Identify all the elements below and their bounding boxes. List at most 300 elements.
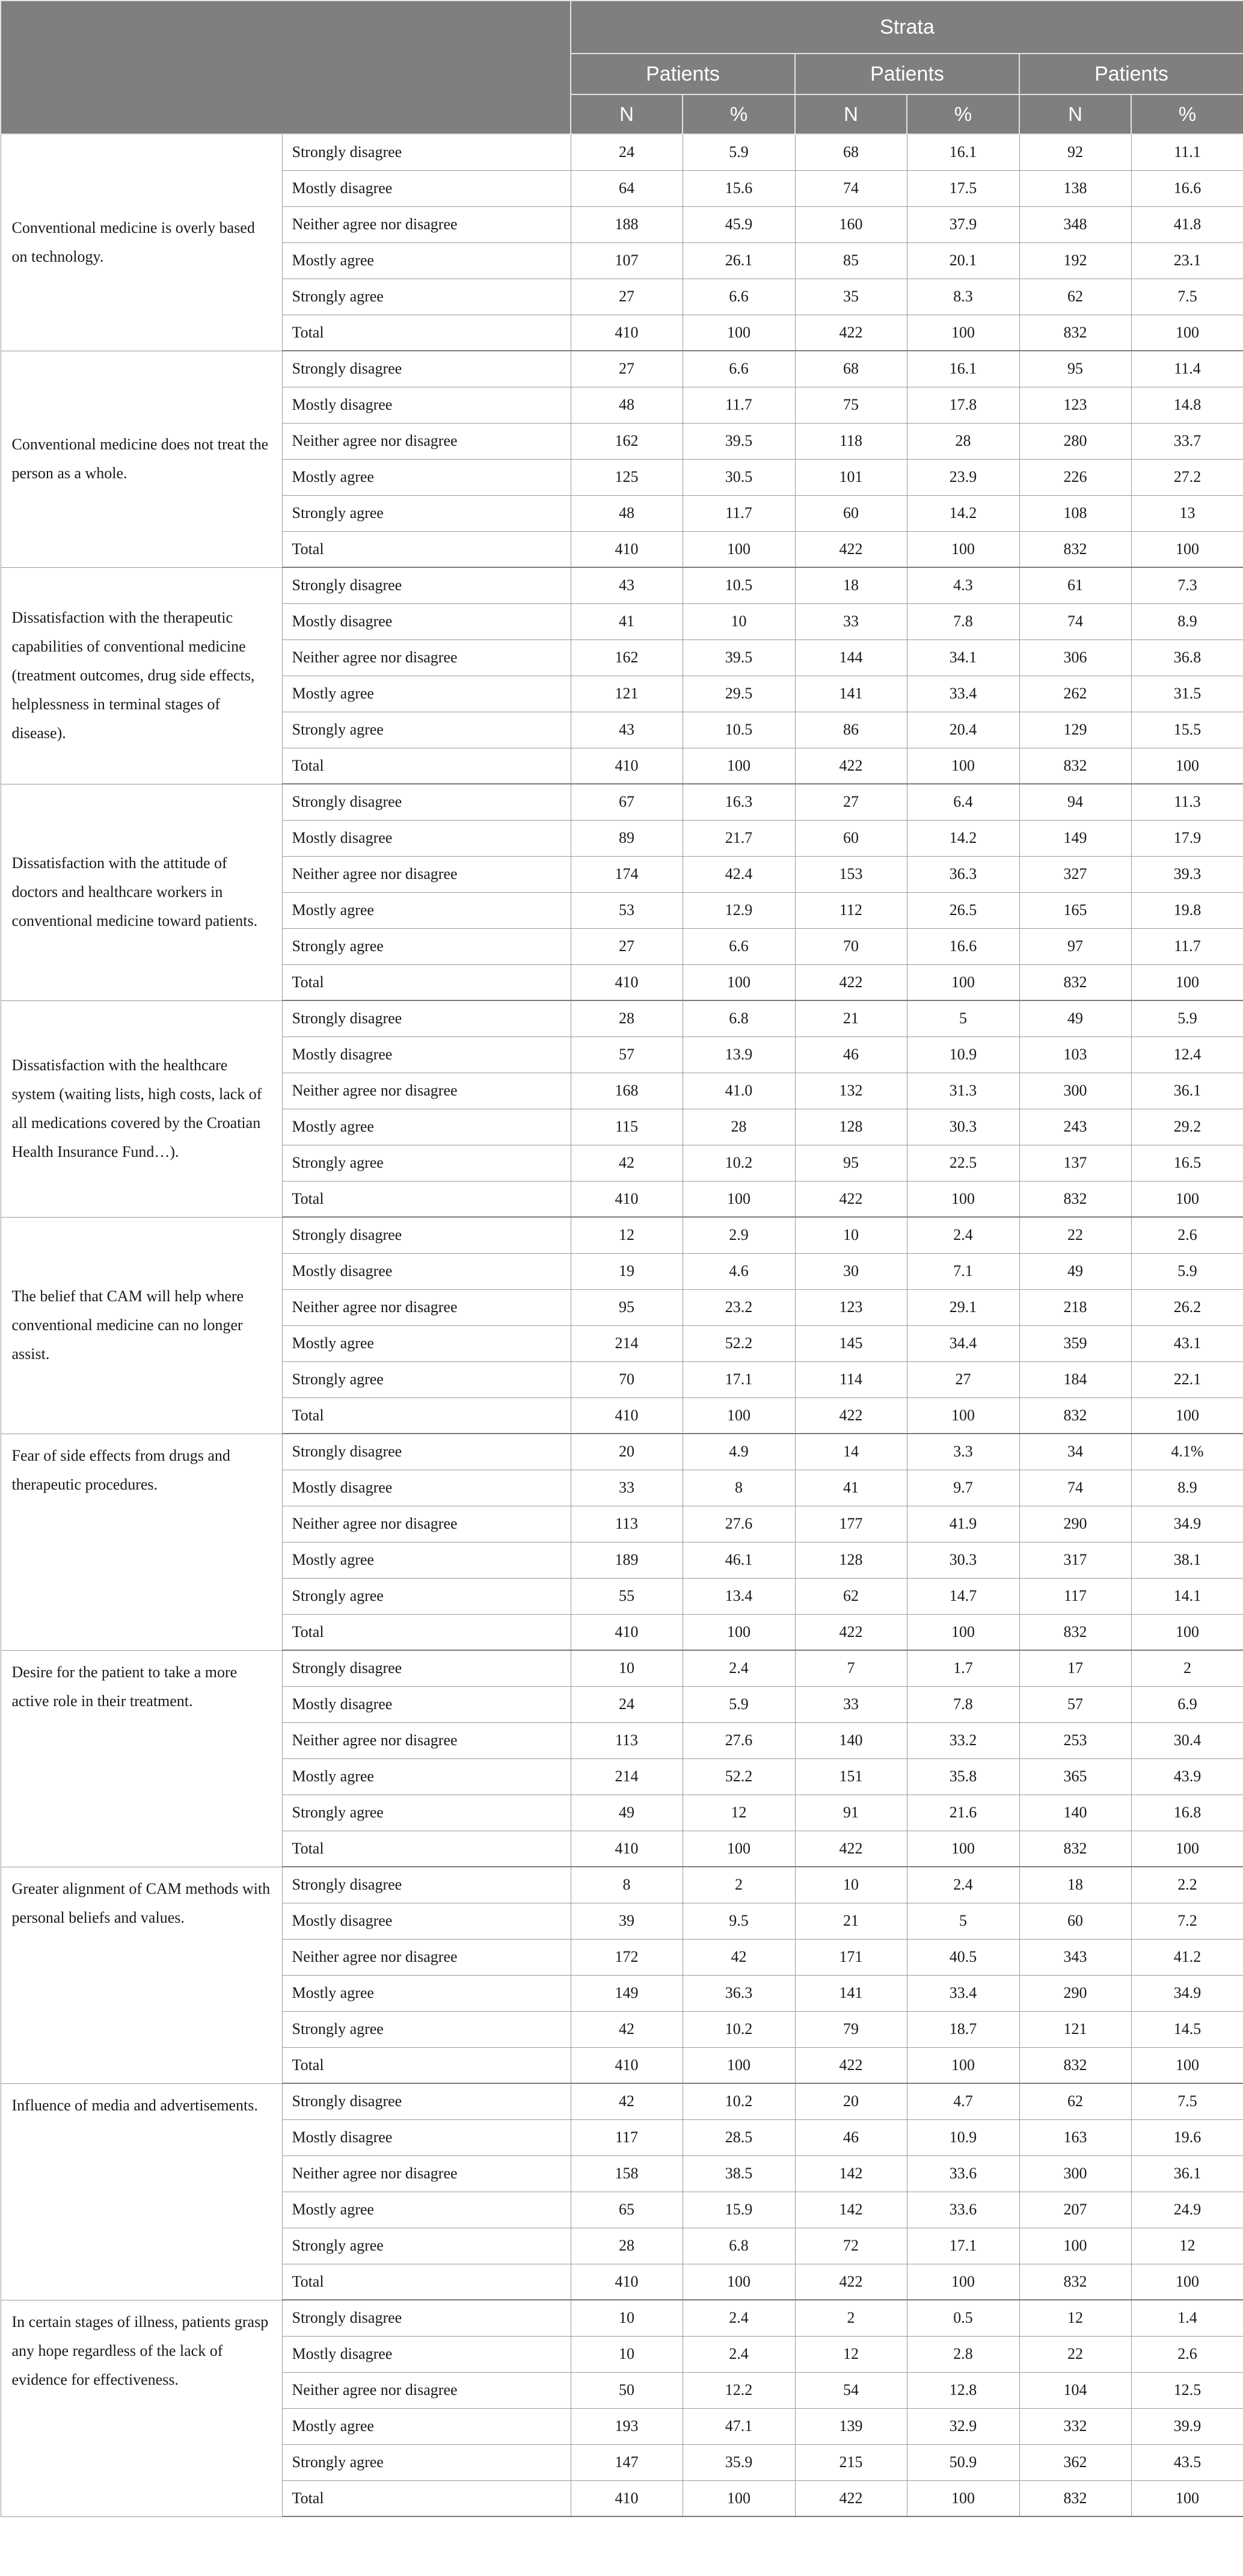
count-cell: 141 [795, 676, 907, 712]
count-cell: 33 [795, 603, 907, 639]
percent-cell: 34.9 [1131, 1975, 1243, 2011]
percent-cell: 4.3 [907, 567, 1019, 603]
percent-cell: 10.2 [683, 1145, 795, 1181]
response-cell: Mostly disagree [282, 387, 571, 423]
percent-cell: 100 [683, 1614, 795, 1650]
response-cell: Mostly disagree [282, 1037, 571, 1073]
response-cell: Strongly agree [282, 2444, 571, 2480]
percent-cell: 100 [683, 315, 795, 351]
percent-cell: 100 [683, 748, 795, 784]
response-cell: Mostly agree [282, 892, 571, 928]
percent-cell: 42.4 [683, 856, 795, 892]
count-cell: 128 [795, 1542, 907, 1578]
count-cell: 832 [1019, 2480, 1131, 2516]
table-row [1, 2083, 1243, 2119]
response-cell: Neither agree nor disagree [282, 1506, 571, 1542]
percent-cell: 36.3 [683, 1975, 795, 2011]
percent-cell: 33.4 [907, 676, 1019, 712]
percent-cell: 100 [907, 1831, 1019, 1867]
percent-cell: 30.5 [683, 459, 795, 495]
count-cell: 41 [571, 603, 683, 639]
count-cell: 359 [1019, 1325, 1131, 1361]
count-cell: 42 [571, 2083, 683, 2119]
count-cell: 365 [1019, 1758, 1131, 1795]
count-cell: 144 [795, 639, 907, 676]
response-cell: Neither agree nor disagree [282, 1289, 571, 1325]
count-cell: 121 [1019, 2011, 1131, 2047]
response-cell: Mostly agree [282, 2192, 571, 2228]
percent-cell: 16.5 [1131, 1145, 1243, 1181]
count-cell: 49 [1019, 1253, 1131, 1289]
response-cell: Strongly disagree [282, 2083, 571, 2119]
count-cell: 113 [571, 1506, 683, 1542]
response-cell: Total [282, 531, 571, 567]
percent-cell: 12 [1131, 2228, 1243, 2264]
percent-cell: 15.6 [683, 170, 795, 206]
count-cell: 129 [1019, 712, 1131, 748]
count-cell: 168 [571, 1073, 683, 1109]
percent-cell: 10.9 [907, 2119, 1019, 2155]
count-cell: 410 [571, 1397, 683, 1434]
percent-cell: 14.1 [1131, 1578, 1243, 1614]
response-cell: Strongly disagree [282, 567, 571, 603]
percent-cell: 8 [683, 1470, 795, 1506]
percent-cell: 0.5 [907, 2300, 1019, 2336]
count-cell: 53 [571, 892, 683, 928]
percent-cell: 40.5 [907, 1939, 1019, 1975]
table-row [1, 351, 1243, 387]
count-cell: 139 [795, 2408, 907, 2444]
group-header: Patients [571, 54, 795, 94]
count-cell: 48 [571, 387, 683, 423]
percent-cell: 4.1% [1131, 1434, 1243, 1470]
count-cell: 61 [1019, 567, 1131, 603]
percent-cell: 35.9 [683, 2444, 795, 2480]
response-cell: Mostly agree [282, 1542, 571, 1578]
percent-cell: 11.7 [683, 387, 795, 423]
percent-cell: 11.4 [1131, 351, 1243, 387]
response-cell: Strongly agree [282, 1578, 571, 1614]
percent-cell: 1.7 [907, 1650, 1019, 1686]
percent-cell: 39.9 [1131, 2408, 1243, 2444]
count-cell: 49 [571, 1795, 683, 1831]
percent-cell: 52.2 [683, 1758, 795, 1795]
percent-cell: 50.9 [907, 2444, 1019, 2480]
count-cell: 188 [571, 206, 683, 242]
count-cell: 55 [571, 1578, 683, 1614]
count-cell: 832 [1019, 964, 1131, 1000]
percent-cell: 27.6 [683, 1722, 795, 1758]
table-row [1, 1650, 1243, 1686]
percent-cell: 36.3 [907, 856, 1019, 892]
percent-cell: 8.9 [1131, 1470, 1243, 1506]
percent-cell: 41.9 [907, 1506, 1019, 1542]
table-row [1, 1434, 1243, 1470]
percent-cell: 10 [683, 603, 795, 639]
percent-cell: 39.5 [683, 423, 795, 459]
count-cell: 97 [1019, 928, 1131, 964]
percent-cell: 100 [907, 531, 1019, 567]
count-cell: 300 [1019, 2155, 1131, 2192]
count-cell: 22 [1019, 2336, 1131, 2372]
table-row [1, 134, 1243, 170]
percent-cell: 2 [683, 1867, 795, 1903]
response-cell: Mostly agree [282, 1109, 571, 1145]
count-cell: 114 [795, 1361, 907, 1397]
percent-cell: 31.5 [1131, 676, 1243, 712]
percent-cell: 19.8 [1131, 892, 1243, 928]
response-cell: Mostly agree [282, 1758, 571, 1795]
count-cell: 422 [795, 2047, 907, 2083]
percent-cell: 21.6 [907, 1795, 1019, 1831]
table-row [1, 2300, 1243, 2336]
percent-cell: 18.7 [907, 2011, 1019, 2047]
count-cell: 184 [1019, 1361, 1131, 1397]
count-cell: 18 [1019, 1867, 1131, 1903]
percent-cell: 2.4 [907, 1867, 1019, 1903]
percent-cell: 6.6 [683, 928, 795, 964]
percent-cell: 100 [907, 1614, 1019, 1650]
percent-cell: 12.4 [1131, 1037, 1243, 1073]
percent-cell: 33.2 [907, 1722, 1019, 1758]
percent-cell: 100 [1131, 1831, 1243, 1867]
count-cell: 100 [1019, 2228, 1131, 2264]
group-header: Patients [795, 54, 1019, 94]
percent-cell: 19.6 [1131, 2119, 1243, 2155]
count-cell: 422 [795, 748, 907, 784]
count-cell: 91 [795, 1795, 907, 1831]
count-cell: 253 [1019, 1722, 1131, 1758]
percent-cell: 100 [907, 2264, 1019, 2300]
count-cell: 115 [571, 1109, 683, 1145]
count-cell: 101 [795, 459, 907, 495]
response-cell: Strongly agree [282, 928, 571, 964]
count-cell: 20 [795, 2083, 907, 2119]
percent-cell: 16.8 [1131, 1795, 1243, 1831]
count-cell: 410 [571, 315, 683, 351]
percent-cell: 22.1 [1131, 1361, 1243, 1397]
response-cell: Neither agree nor disagree [282, 1073, 571, 1109]
count-cell: 62 [1019, 279, 1131, 315]
count-cell: 189 [571, 1542, 683, 1578]
response-cell: Strongly agree [282, 2011, 571, 2047]
percent-cell: 30.3 [907, 1109, 1019, 1145]
count-cell: 33 [795, 1686, 907, 1722]
count-cell: 132 [795, 1073, 907, 1109]
response-cell: Neither agree nor disagree [282, 856, 571, 892]
count-cell: 95 [571, 1289, 683, 1325]
count-cell: 62 [1019, 2083, 1131, 2119]
response-cell: Strongly agree [282, 2228, 571, 2264]
count-cell: 362 [1019, 2444, 1131, 2480]
count-cell: 21 [795, 1903, 907, 1939]
percent-cell: 4.9 [683, 1434, 795, 1470]
count-cell: 12 [795, 2336, 907, 2372]
count-cell: 832 [1019, 1614, 1131, 1650]
count-cell: 137 [1019, 1145, 1131, 1181]
percent-cell: 100 [683, 2480, 795, 2516]
percent-cell: 11.1 [1131, 134, 1243, 170]
percent-cell: 5.9 [683, 1686, 795, 1722]
percent-cell: 4.7 [907, 2083, 1019, 2119]
percent-cell: 100 [1131, 1181, 1243, 1217]
response-cell: Strongly disagree [282, 351, 571, 387]
count-cell: 57 [571, 1037, 683, 1073]
percent-cell: 20.1 [907, 242, 1019, 279]
percent-cell: 45.9 [683, 206, 795, 242]
percent-cell: 100 [1131, 531, 1243, 567]
percent-cell: 2.6 [1131, 1217, 1243, 1253]
count-cell: 140 [1019, 1795, 1131, 1831]
percent-cell: 7.8 [907, 1686, 1019, 1722]
count-cell: 327 [1019, 856, 1131, 892]
response-cell: Strongly disagree [282, 134, 571, 170]
percent-cell: 6.6 [683, 279, 795, 315]
count-cell: 12 [571, 1217, 683, 1253]
count-cell: 163 [1019, 2119, 1131, 2155]
response-cell: Mostly agree [282, 1975, 571, 2011]
count-cell: 75 [795, 387, 907, 423]
count-cell: 410 [571, 964, 683, 1000]
percent-cell: 9.5 [683, 1903, 795, 1939]
percent-cell: 27.2 [1131, 459, 1243, 495]
response-cell: Neither agree nor disagree [282, 1939, 571, 1975]
count-cell: 39 [571, 1903, 683, 1939]
response-cell: Strongly disagree [282, 1000, 571, 1037]
count-cell: 27 [571, 928, 683, 964]
response-cell: Total [282, 315, 571, 351]
count-cell: 35 [795, 279, 907, 315]
percent-cell: 17.1 [683, 1361, 795, 1397]
count-cell: 218 [1019, 1289, 1131, 1325]
table-header [1, 1, 1243, 134]
response-cell: Strongly agree [282, 1795, 571, 1831]
table-row [1, 784, 1243, 820]
count-cell: 243 [1019, 1109, 1131, 1145]
percent-cell: 100 [1131, 1614, 1243, 1650]
percent-cell: 100 [1131, 2264, 1243, 2300]
percent-cell: 41.2 [1131, 1939, 1243, 1975]
count-cell: 142 [795, 2155, 907, 2192]
percent-cell: 13 [1131, 495, 1243, 531]
count-cell: 70 [571, 1361, 683, 1397]
response-cell: Strongly disagree [282, 1217, 571, 1253]
response-cell: Total [282, 964, 571, 1000]
count-cell: 422 [795, 1614, 907, 1650]
count-cell: 141 [795, 1975, 907, 2011]
percent-cell: 11.7 [1131, 928, 1243, 964]
count-cell: 41 [795, 1470, 907, 1506]
count-cell: 832 [1019, 1181, 1131, 1217]
percent-cell: 100 [683, 1181, 795, 1217]
percent-cell: 2.4 [907, 1217, 1019, 1253]
percent-cell: 26.2 [1131, 1289, 1243, 1325]
count-cell: 85 [795, 242, 907, 279]
count-cell: 65 [571, 2192, 683, 2228]
percent-cell: 16.1 [907, 134, 1019, 170]
percent-cell: 46.1 [683, 1542, 795, 1578]
percent-cell: 24.9 [1131, 2192, 1243, 2228]
count-cell: 125 [571, 459, 683, 495]
percent-cell: 7.1 [907, 1253, 1019, 1289]
count-cell: 70 [795, 928, 907, 964]
count-cell: 121 [571, 676, 683, 712]
statement-cell: Desire for the patient to take a more active role in their treatment. [1, 1650, 282, 1867]
percent-cell: 23.2 [683, 1289, 795, 1325]
table-body [1, 134, 1243, 2516]
header-blank [1, 1, 571, 134]
count-cell: 118 [795, 423, 907, 459]
count-cell: 24 [571, 1686, 683, 1722]
count-cell: 49 [1019, 1000, 1131, 1037]
count-cell: 262 [1019, 676, 1131, 712]
statement-cell: The belief that CAM will help where conventional medicine can no longer assist. [1, 1217, 282, 1434]
percent-cell: 31.3 [907, 1073, 1019, 1109]
response-cell: Mostly disagree [282, 2119, 571, 2155]
percent-cell: 39.5 [683, 639, 795, 676]
count-cell: 290 [1019, 1506, 1131, 1542]
response-cell: Neither agree nor disagree [282, 2372, 571, 2408]
count-cell: 832 [1019, 531, 1131, 567]
percent-cell: 10.9 [907, 1037, 1019, 1073]
response-cell: Total [282, 1831, 571, 1867]
count-cell: 18 [795, 567, 907, 603]
count-cell: 171 [795, 1939, 907, 1975]
response-cell: Strongly disagree [282, 1650, 571, 1686]
count-cell: 422 [795, 531, 907, 567]
percent-cell: 7.5 [1131, 2083, 1243, 2119]
percent-cell: 12.2 [683, 2372, 795, 2408]
percent-cell: 22.5 [907, 1145, 1019, 1181]
percent-cell: 100 [907, 1397, 1019, 1434]
response-cell: Neither agree nor disagree [282, 206, 571, 242]
percent-cell: 33.7 [1131, 423, 1243, 459]
statement-cell: Fear of side effects from drugs and therapeutic procedures. [1, 1434, 282, 1650]
response-cell: Strongly agree [282, 1361, 571, 1397]
statement-cell: Dissatisfaction with the therapeutic capabilities of conventional medicine (treatment outcomes, drug side effects, helplessness in terminal stages of disease). [1, 567, 282, 784]
percent-cell: 36.1 [1131, 2155, 1243, 2192]
percent-cell: 100 [1131, 1397, 1243, 1434]
percent-cell: 38.1 [1131, 1542, 1243, 1578]
percent-cell: 23.1 [1131, 242, 1243, 279]
percent-cell: 13.4 [683, 1578, 795, 1614]
percent-cell: 7.2 [1131, 1903, 1243, 1939]
percent-cell: 6.9 [1131, 1686, 1243, 1722]
percent-cell: 28 [683, 1109, 795, 1145]
percent-cell: 14.2 [907, 820, 1019, 856]
strata-header: Strata [571, 1, 1243, 54]
count-cell: 64 [571, 170, 683, 206]
statement-cell: Dissatisfaction with the healthcare system (waiting lists, high costs, lack of all medications covered by the Croatian Health Insurance Fund…). [1, 1000, 282, 1217]
count-cell: 10 [571, 1650, 683, 1686]
percent-cell: 43.1 [1131, 1325, 1243, 1361]
percent-cell: 21.7 [683, 820, 795, 856]
count-cell: 410 [571, 2480, 683, 2516]
count-cell: 34 [1019, 1434, 1131, 1470]
percent-cell: 17.1 [907, 2228, 1019, 2264]
response-cell: Mostly agree [282, 242, 571, 279]
count-cell: 410 [571, 2264, 683, 2300]
percent-cell: 2.6 [1131, 2336, 1243, 2372]
count-cell: 74 [1019, 603, 1131, 639]
percent-cell: 20.4 [907, 712, 1019, 748]
response-cell: Total [282, 748, 571, 784]
percent-cell: 47.1 [683, 2408, 795, 2444]
count-cell: 151 [795, 1758, 907, 1795]
percent-cell: 34.4 [907, 1325, 1019, 1361]
response-cell: Strongly disagree [282, 784, 571, 820]
count-cell: 10 [571, 2300, 683, 2336]
subcol-header: % [907, 94, 1019, 134]
count-cell: 113 [571, 1722, 683, 1758]
percent-cell: 100 [683, 964, 795, 1000]
subcol-header: N [795, 94, 907, 134]
count-cell: 107 [571, 242, 683, 279]
percent-cell: 33.6 [907, 2192, 1019, 2228]
count-cell: 214 [571, 1758, 683, 1795]
count-cell: 30 [795, 1253, 907, 1289]
response-cell: Mostly disagree [282, 603, 571, 639]
response-cell: Mostly agree [282, 2408, 571, 2444]
count-cell: 317 [1019, 1542, 1131, 1578]
count-cell: 300 [1019, 1073, 1131, 1109]
subcol-header: % [683, 94, 795, 134]
percent-cell: 2 [1131, 1650, 1243, 1686]
count-cell: 165 [1019, 892, 1131, 928]
count-cell: 94 [1019, 784, 1131, 820]
percent-cell: 13.9 [683, 1037, 795, 1073]
count-cell: 172 [571, 1939, 683, 1975]
count-cell: 54 [795, 2372, 907, 2408]
count-cell: 422 [795, 1181, 907, 1217]
count-cell: 57 [1019, 1686, 1131, 1722]
percent-cell: 2.2 [1131, 1867, 1243, 1903]
response-cell: Strongly disagree [282, 2300, 571, 2336]
percent-cell: 33.4 [907, 1975, 1019, 2011]
percent-cell: 8.3 [907, 279, 1019, 315]
percent-cell: 27 [907, 1361, 1019, 1397]
percent-cell: 10.2 [683, 2083, 795, 2119]
percent-cell: 7.3 [1131, 567, 1243, 603]
percent-cell: 8.9 [1131, 603, 1243, 639]
count-cell: 149 [1019, 820, 1131, 856]
response-cell: Mostly disagree [282, 170, 571, 206]
percent-cell: 100 [683, 1397, 795, 1434]
percent-cell: 7.5 [1131, 279, 1243, 315]
percent-cell: 6.4 [907, 784, 1019, 820]
percent-cell: 14.2 [907, 495, 1019, 531]
percent-cell: 12.9 [683, 892, 795, 928]
percent-cell: 1.4 [1131, 2300, 1243, 2336]
percent-cell: 100 [683, 2264, 795, 2300]
count-cell: 832 [1019, 748, 1131, 784]
percent-cell: 5.9 [1131, 1253, 1243, 1289]
count-cell: 162 [571, 639, 683, 676]
percent-cell: 6.8 [683, 2228, 795, 2264]
percent-cell: 100 [907, 748, 1019, 784]
percent-cell: 5 [907, 1000, 1019, 1037]
percent-cell: 41.8 [1131, 206, 1243, 242]
percent-cell: 17.9 [1131, 820, 1243, 856]
percent-cell: 100 [1131, 2047, 1243, 2083]
percent-cell: 10.2 [683, 2011, 795, 2047]
count-cell: 60 [795, 820, 907, 856]
response-cell: Mostly agree [282, 676, 571, 712]
count-cell: 149 [571, 1975, 683, 2011]
percent-cell: 3.3 [907, 1434, 1019, 1470]
count-cell: 832 [1019, 315, 1131, 351]
response-cell: Mostly agree [282, 459, 571, 495]
